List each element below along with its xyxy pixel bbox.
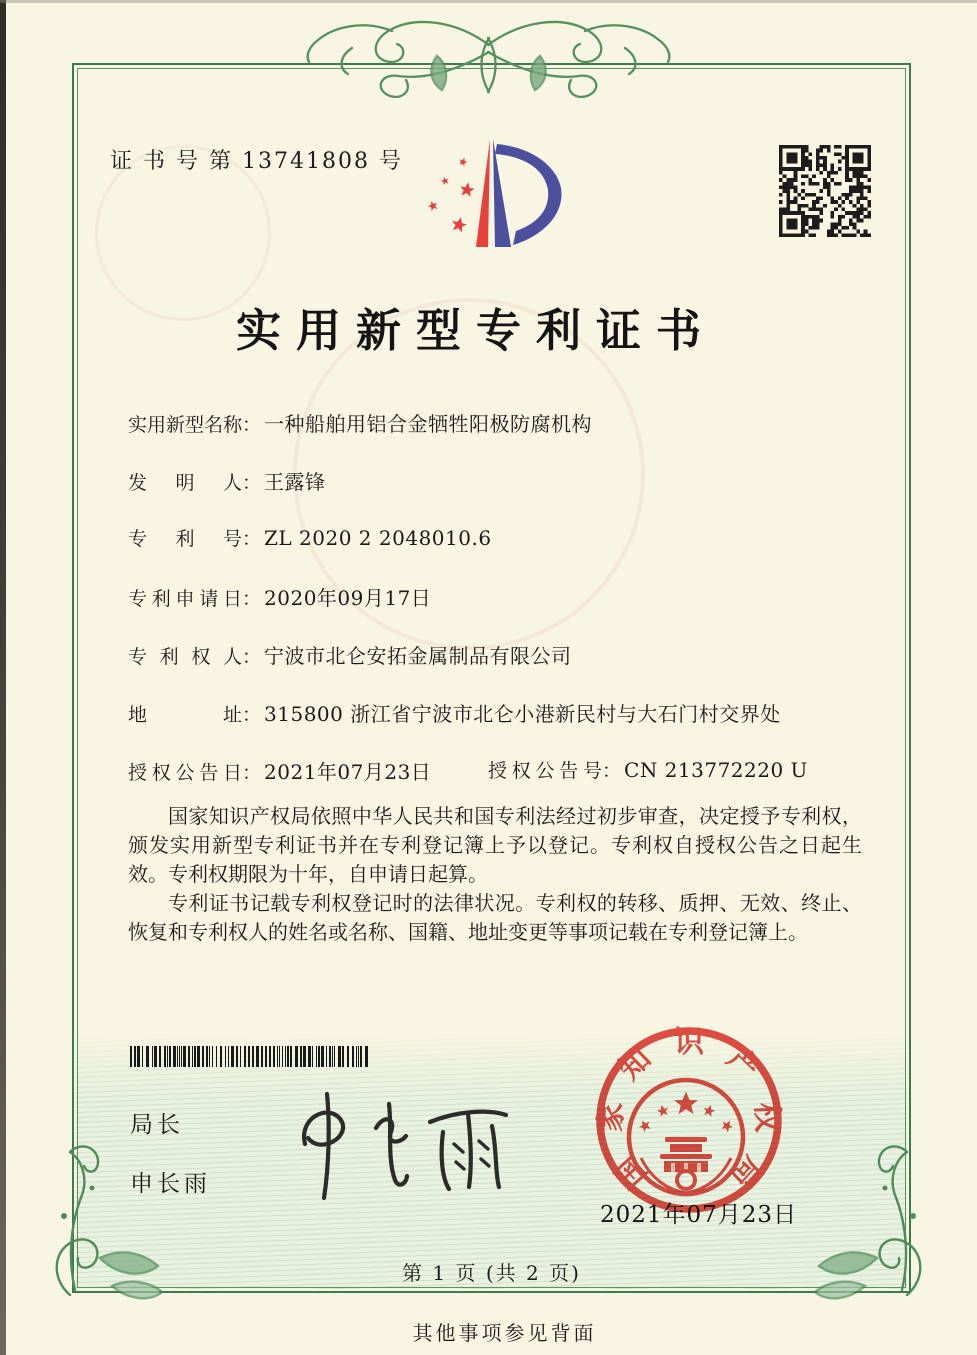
field-label: 专 利 号 (128, 528, 242, 550)
svg-text:国: 国 (608, 1148, 655, 1195)
paragraph-2: 专利证书记载专利权登记时的法律状况。专利权的转移、质押、无效、终止、恢复和专利权人的姓名或名称、国籍、地址变更等事项记载在专利登记簿上。 (128, 891, 862, 944)
back-note: 其他事项参见背面 (412, 1321, 597, 1345)
field-value: 王露锋 (264, 470, 326, 494)
svg-text:局: 局 (723, 1148, 770, 1195)
svg-text:知: 知 (612, 1041, 659, 1088)
grant-date-value: 2021年07月23日 (264, 760, 432, 784)
grant-no-value: CN 213772220 U (624, 758, 808, 782)
grant-no-pair (488, 756, 808, 783)
seal-date: 2021年07月23日 (600, 1202, 798, 1228)
field-row-inventor (128, 466, 326, 495)
field-colon: ： (242, 762, 262, 784)
certificate-title: 实用新型专利证书 (235, 304, 716, 357)
field-colon: ： (242, 414, 262, 436)
field-label: 专 利 申 请 日 (128, 588, 242, 610)
svg-text:权: 权 (748, 1101, 785, 1133)
field-colon: ： (242, 646, 262, 668)
issuer-block (130, 1106, 211, 1198)
page-number: 第 1 页 (共 2 页) (402, 1261, 581, 1285)
field-colon: ： (242, 472, 262, 494)
svg-text:产: 产 (719, 1041, 766, 1088)
field-colon: ： (602, 760, 622, 782)
field-label: 地 址 (128, 704, 242, 726)
svg-text:识: 识 (674, 1025, 704, 1060)
field-colon: ： (242, 528, 262, 550)
barcode (130, 1046, 376, 1067)
field-label: 发 明 人 (128, 472, 242, 494)
qr-code-icon (779, 145, 871, 237)
field-row-patent-no (128, 524, 492, 551)
certificate-number: 证 书 号 第 13741808 号 (110, 149, 403, 174)
field-value: 宁波市北仑安拓金属制品有限公司 (264, 644, 572, 668)
issuer-name: 申长雨 (130, 1171, 211, 1197)
scan-edge (0, 0, 6, 1355)
paragraph-1: 国家知识产权局依照中华人民共和国专利法经过初步审查，决定授予专利权，颁发实用新型专利证书并在专利登记簿上予以登记。专利权自授权公告之日起生效。专利权期限为十年，自申请日起算。 (128, 804, 862, 886)
cnipa-logo-icon (415, 126, 570, 254)
field-label: 实 用 新 型 名 称 (128, 414, 243, 436)
field-label: 专 利 权 人 (128, 646, 242, 668)
field-value: 2020年09月17日 (264, 586, 432, 610)
field-row-grant (128, 756, 808, 785)
field-colon: ： (242, 588, 262, 610)
field-label: 授 权 公 告 日 (128, 762, 242, 784)
national-emblem-icon (629, 1080, 743, 1194)
field-row-name (128, 408, 592, 437)
scan-edge-top (0, 0, 977, 3)
signature (272, 1086, 522, 1206)
legal-text (128, 802, 862, 947)
field-colon: ： (242, 704, 262, 726)
field-value: ZL 2020 2 2048010.6 (264, 526, 492, 550)
issuer-post: 局长 (130, 1112, 184, 1138)
field-value: 一种船舶用铝合金牺牲阳极防腐机构 (264, 412, 593, 436)
svg-text:家: 家 (593, 1101, 630, 1133)
field-row-filing-date (128, 582, 431, 611)
field-row-patentee (128, 640, 572, 669)
field-value: 315800 浙江省宁波市北仑小港新民村与大石门村交界处 (264, 702, 781, 726)
field-label: 授 权 公 告 号 (488, 760, 602, 782)
field-row-address (128, 698, 781, 727)
